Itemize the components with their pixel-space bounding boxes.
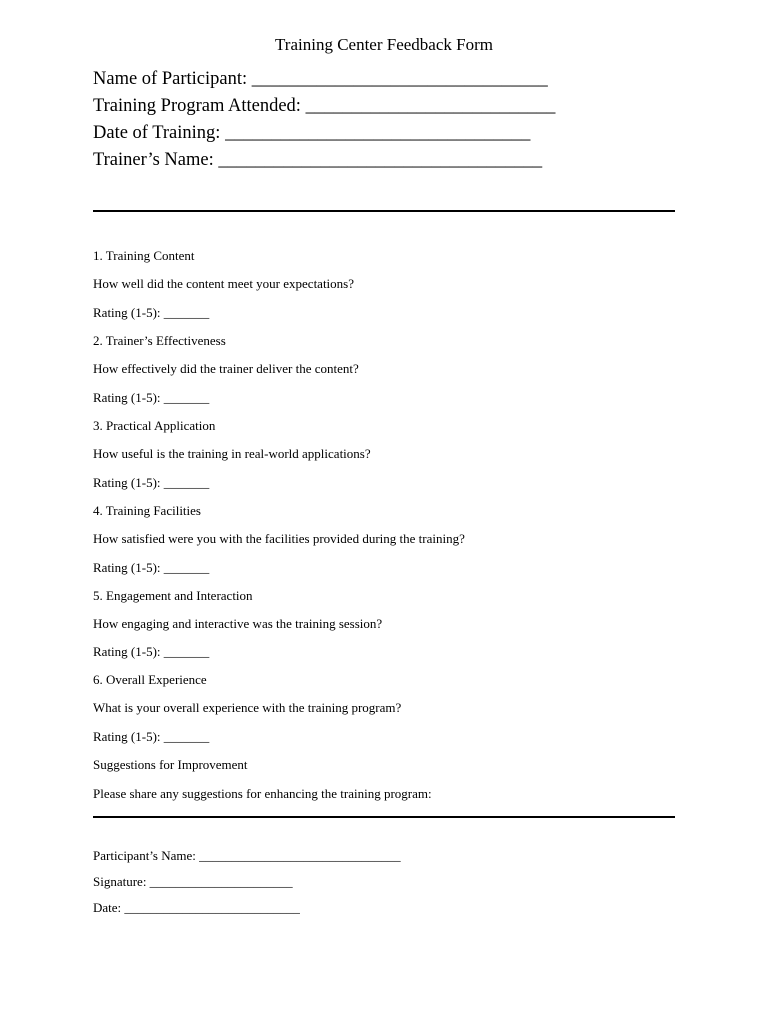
section-heading-training-content: 1. Training Content bbox=[93, 248, 195, 263]
training-program-field[interactable]: Training Program Attended: ___________________________ bbox=[93, 96, 556, 116]
rating-field-engagement[interactable]: Rating (1-5): _______ bbox=[93, 644, 210, 659]
rating-field-training-content[interactable]: Rating (1-5): _______ bbox=[93, 305, 210, 320]
rating-field-training-facilities[interactable]: Rating (1-5): _______ bbox=[93, 560, 210, 575]
section-heading-engagement: 5. Engagement and Interaction bbox=[93, 588, 253, 603]
suggestions-answer-line[interactable] bbox=[93, 816, 675, 818]
suggestions-prompt: Please share any suggestions for enhancing the training program: bbox=[93, 786, 432, 801]
trainer-name-field[interactable]: Trainer’s Name: ___________________________________ bbox=[93, 150, 543, 170]
header-divider bbox=[93, 210, 675, 212]
section-question-training-facilities: How satisfied were you with the facilities provided during the training? bbox=[93, 531, 465, 546]
participant-signature-name-field[interactable]: Participant’s Name: _______________________________ bbox=[93, 848, 401, 863]
rating-field-trainer-effectiveness[interactable]: Rating (1-5): _______ bbox=[93, 390, 210, 405]
section-question-training-content: How well did the content meet your expectations? bbox=[93, 276, 355, 291]
section-question-overall-experience: What is your overall experience with the training program? bbox=[93, 700, 402, 715]
section-heading-trainer-effectiveness: 2. Trainer’s Effectiveness bbox=[93, 333, 226, 348]
rating-field-practical-application[interactable]: Rating (1-5): _______ bbox=[93, 475, 210, 490]
section-question-trainer-effectiveness: How effectively did the trainer deliver the content? bbox=[93, 361, 359, 376]
section-question-engagement: How engaging and interactive was the training session? bbox=[93, 616, 383, 631]
section-heading-practical-application: 3. Practical Application bbox=[93, 418, 216, 433]
signature-field[interactable]: Signature: ______________________ bbox=[93, 874, 293, 889]
participant-name-field[interactable]: Name of Participant: ________________________________ bbox=[93, 69, 548, 89]
training-date-field[interactable]: Date of Training: _________________________________ bbox=[93, 123, 531, 143]
section-question-practical-application: How useful is the training in real-world applications? bbox=[93, 446, 371, 461]
section-heading-training-facilities: 4. Training Facilities bbox=[93, 503, 201, 518]
suggestions-heading: Suggestions for Improvement bbox=[93, 757, 248, 772]
rating-field-overall-experience[interactable]: Rating (1-5): _______ bbox=[93, 729, 210, 744]
page-title: Training Center Feedback Form bbox=[275, 35, 493, 54]
section-heading-overall-experience: 6. Overall Experience bbox=[93, 672, 207, 687]
date-field[interactable]: Date: ___________________________ bbox=[93, 900, 300, 915]
